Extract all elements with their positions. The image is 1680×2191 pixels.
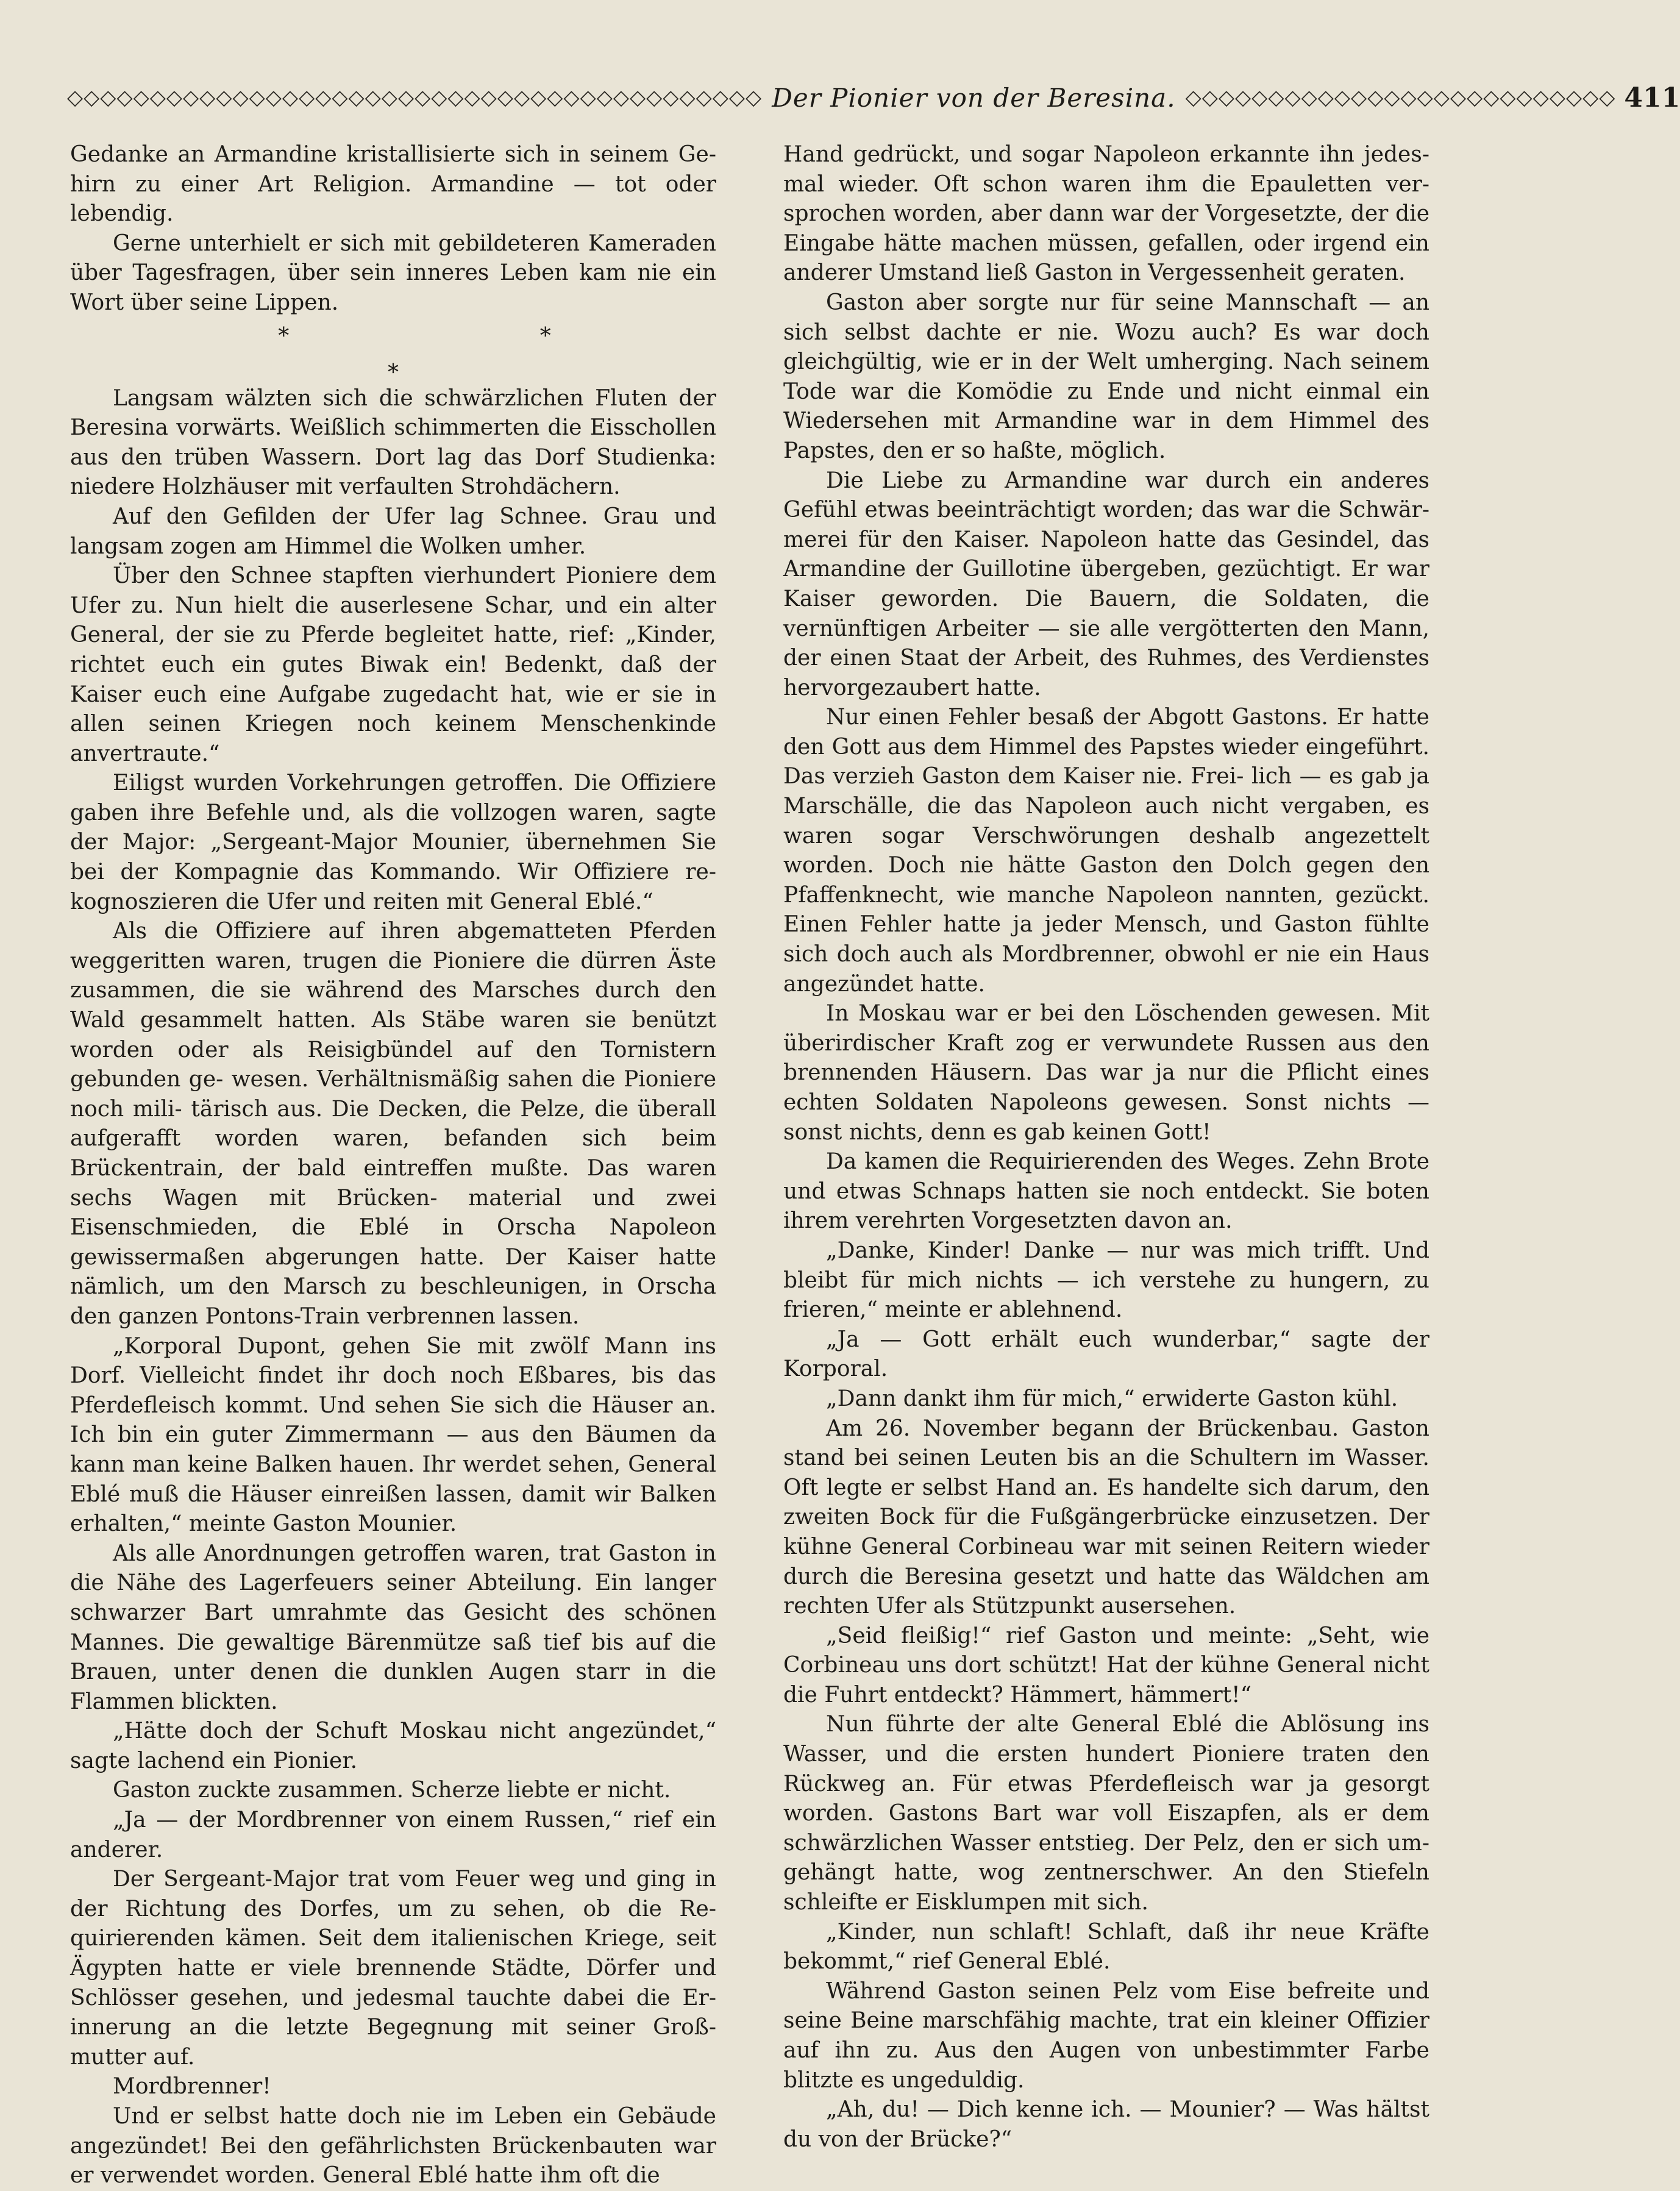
right-column	[783, 140, 1429, 2152]
paragraph: Auf den Gefilden der Ufer lag Schnee. Grau und langsam zogen am Himmel die Wolken umher.	[70, 504, 716, 559]
paragraph: Die Liebe zu Armandine war durch ein anderes Gefühl etwas beeinträchtigt worden; das war die Schwär- merei für den Kaiser. Napoleon hatte das Gesindel, das Armandine der Guillotine übergeben, gezüchtigt. Er war Kaiser geworden. Die Bauern, die Soldaten, die vernünftigen Arbeiter — sie alle vergötterten den Mann, der einen Staat der Arbeit, des Ruhmes, des Verdienstes hervorgezaubert hatte.	[783, 468, 1429, 700]
paragraph: Der Sergeant-Major trat vom Feuer weg und ging in der Richtung des Dorfes, um zu sehen, ob die Re- quirierenden kämen. Seit dem italienischen Kriege, seit Ägypten hatte er viele brennende Städte, Dörfer und Schlösser gesehen, und jedesmal tauchte dabei die Er- innerung an die letzte Begegnung mit seiner Groß- mutter auf.	[70, 1867, 716, 2070]
paragraph: In Moskau war er bei den Löschenden gewesen. Mit überirdischer Kraft zog er verwundete Russen aus den brennenden Häusern. Das war ja nur die Pflicht eines echten Soldaten Napoleons gewesen. Sonst nichts — sonst nichts, denn es gab keinen Gott!	[783, 1001, 1429, 1145]
paragraph: Hand gedrückt, und sogar Napoleon erkannte ihn jedes- mal wieder. Oft schon waren ihm die Epauletten ver- sprochen worden, aber dann war der Vorgesetzte, der die Eingabe hätte machen müssen, gefallen, oder irgend ein anderer Umstand ließ Gaston in Vergessenheit geraten.	[783, 142, 1429, 286]
paragraph: „Kinder, nun schlaft! Schlaft, daß ihr neue Kräfte bekommt,“ rief General Eblé.	[783, 1919, 1429, 1975]
paragraph: Am 26. November begann der Brückenbau. Gaston stand bei seinen Leuten bis an die Schultern im Wasser. Oft legte er selbst Hand an. Es handelte sich darum, den zweiten Bock für die Fußgängerbrücke einzusetzen. Der kühne General Corbineau war mit seinen Reitern wieder durch die Beresina gesetzt und hatte das Wäldchen am rechten Ufer als Stützpunkt ausersehen.	[783, 1416, 1429, 1619]
paragraph: Gaston aber sorgte nur für seine Mannschaft — an sich selbst dachte er nie. Wozu auch? Es war doch gleichgültig, wie er in der Welt umherging. Nach seinem Tode war die Komödie zu Ende und nicht einmal ein Wiedersehen mit Armandine war in dem Himmel des Papstes, den er so haßte, möglich.	[783, 290, 1429, 463]
header-ornament-left: ◇◇◇◇◇◇◇◇◇◇◇◇◇◇◇◇◇◇◇◇◇◇◇◇◇◇◇◇◇◇◇◇◇◇◇◇◇◇◇◇◇◇	[67, 85, 763, 110]
paragraph: Nun führte der alte General Eblé die Ablösung ins Wasser, und die ersten hundert Pioniere traten den Rückweg an. Für etwas Pferdefleisch war ja gesorgt worden. Gastons Bart war voll Eiszapfen, als er dem schwärzlichen Wasser entstieg. Der Pelz, den er sich um- gehängt hatte, wog zentnerschwer. An den Stiefeln schleifte er Eisklumpen mit sich.	[783, 1712, 1429, 1915]
paragraph: „Danke, Kinder! Danke — nur was mich trifft. Und bleibt für mich nichts — ich verstehe zu hungern, zu frieren,“ meinte er ablehnend.	[783, 1238, 1429, 1323]
paragraph: „Ah, du! — Dich kenne ich. — Mounier? — Was hältst du von der Brücke?“	[783, 2097, 1429, 2152]
paragraph: Als die Offiziere auf ihren abgematteten Pferden weggeritten waren, trugen die Pioniere die dürren Äste zusammen, die sie während des Marsches durch den Wald gesammelt hatten. Als Stäbe waren sie benützt worden oder als Reisigbündel auf den Tornistern gebunden ge- wesen. Verhältnismäßig sahen die Pioniere noch mili- tärisch aus. Die Decken, die Pelze, die überall aufgerafft worden waren, befanden sich beim Brückentrain, der bald eintreffen mußte. Das waren sechs Wagen mit Brücken- material und zwei Eisenschmieden, die Eblé in Orscha Napoleon gewissermaßen abgerungen hatte. Der Kaiser hatte nämlich, um den Marsch zu beschleunigen, in Orscha den ganzen Pontons-Train verbrennen lassen.	[70, 919, 716, 1329]
running-header	[67, 73, 1680, 122]
paragraph: Langsam wälzten sich die schwärzlichen Fluten der Beresina vorwärts. Weißlich schimmerten die Eisschollen aus den trüben Wassern. Dort lag das Dorf Studienka: niedere Holzhäuser mit verfaulten Strohdächern.	[70, 385, 716, 500]
paragraph: Eiligst wurden Vorkehrungen getroffen. Die Offiziere gaben ihre Befehle und, als die vollzogen waren, sagte der Major: „Sergeant-Major Mounier, übernehmen Sie bei der Kompagnie das Kommando. Wir Offiziere re- kognoszieren die Ufer und reiten mit General Eblé.“	[70, 771, 716, 914]
paragraph: Mordbrenner!	[113, 2074, 271, 2100]
header-ornament-right: ◇◇◇◇◇◇◇◇◇◇◇◇◇◇◇◇◇◇◇◇◇◇◇◇◇◇	[1185, 85, 1616, 110]
left-column	[70, 140, 716, 2189]
section-separator: * * *	[278, 323, 673, 385]
paragraph: Als alle Anordnungen getroffen waren, trat Gaston in die Nähe des Lagerfeuers seiner Abteilung. Ein langer schwarzer Bart umrahmte das Gesicht des schönen Mannes. Die gewaltige Bärenmütze saß tief bis auf die Brauen, unter denen die dunklen Augen starr in die Flammen blickten.	[70, 1541, 716, 1714]
paragraph: „Dann dankt ihm für mich,“ erwiderte Gaston kühl.	[826, 1386, 1398, 1411]
paragraph: Gaston zuckte zusammen. Scherze liebte er nicht.	[113, 1778, 671, 1803]
paragraph: „Ja — Gott erhält euch wunderbar,“ sagte der Korporal.	[783, 1327, 1429, 1382]
paragraph: Da kamen die Requirierenden des Weges. Zehn Brote und etwas Schnaps hatten sie noch entdeckt. Sie boten ihrem verehrten Vorgesetzten davon an.	[783, 1149, 1429, 1234]
paragraph: Gedanke an Armandine kristallisierte sich in seinem Ge- hirn zu einer Art Religion. Armandine — tot oder lebendig.	[70, 142, 716, 227]
paragraph: „Korporal Dupont, gehen Sie mit zwölf Mann ins Dorf. Vielleicht findet ihr doch noch Eßbares, bis das Pferdefleisch kommt. Und sehen Sie sich die Häuser an. Ich bin ein guter Zimmermann — aus den Bäumen da kann man keine Balken hauen. Ihr werdet sehen, General Eblé muß die Häuser einreißen lassen, damit wir Balken erhalten,“ meinte Gaston Mounier.	[70, 1333, 716, 1537]
paragraph: Über den Schnee stapften vierhundert Pioniere dem Ufer zu. Nun hielt die auserlesene Schar, und ein alter General, der sie zu Pferde begleitet hatte, rief: „Kinder, richtet euch ein gutes Biwak ein! Bedenkt, daß der Kaiser euch eine Aufgabe zugedacht hat, wie er sie in allen seinen Kriegen noch keinem Menschenkinde anvertraute.“	[70, 563, 716, 766]
paragraph: Während Gaston seinen Pelz vom Eise befreite und seine Beine marschfähig machte, trat ein kleiner Offizier auf ihn zu. Aus den Augen von unbestimmter Farbe blitzte es ungeduldig.	[783, 1978, 1429, 2093]
paragraph: „Hätte doch der Schuft Moskau nicht angezündet,“ sagte lachend ein Pionier.	[70, 1719, 716, 1773]
paragraph: Und er selbst hatte doch nie im Leben ein Gebäude angezündet! Bei den gefährlichsten Brückenbauten war er verwendet worden. General Eblé hatte ihm oft die	[70, 2104, 716, 2189]
paragraph: „Seid fleißig!“ rief Gaston und meinte: „Seht, wie Corbineau uns dort schützt! Hat der kühne General nicht die Fuhrt entdeckt? Hämmert, hämmert!“	[783, 1623, 1429, 1708]
paragraph: Nur einen Fehler besaß der Abgott Gastons. Er hatte den Gott aus dem Himmel des Papstes wieder eingeführt. Das verzieh Gaston dem Kaiser nie. Frei- lich — es gab ja Marschälle, die das Napoleon auch nicht vergaben, es waren sogar Verschwörungen deshalb angezettelt worden. Doch nie hätte Gaston den Dolch gegen den Pfaffenknecht, wie manche Napoleon nannten, gezückt. Einen Fehler hatte ja jeder Mensch, und Gaston fühlte sich doch auch als Mordbrenner, obwohl er nie ein Haus angezündet hatte.	[783, 705, 1429, 997]
running-title: Der Pionier von der Beresina.	[772, 82, 1176, 113]
paragraph: Gerne unterhielt er sich mit gebildeteren Kameraden über Tagesfragen, über sein inneres Leben kam nie ein Wort über seine Lippen.	[70, 230, 716, 315]
page-number: 411	[1624, 82, 1680, 113]
paragraph: „Ja — der Mordbrenner von einem Russen,“ rief ein anderer.	[70, 1808, 716, 1862]
